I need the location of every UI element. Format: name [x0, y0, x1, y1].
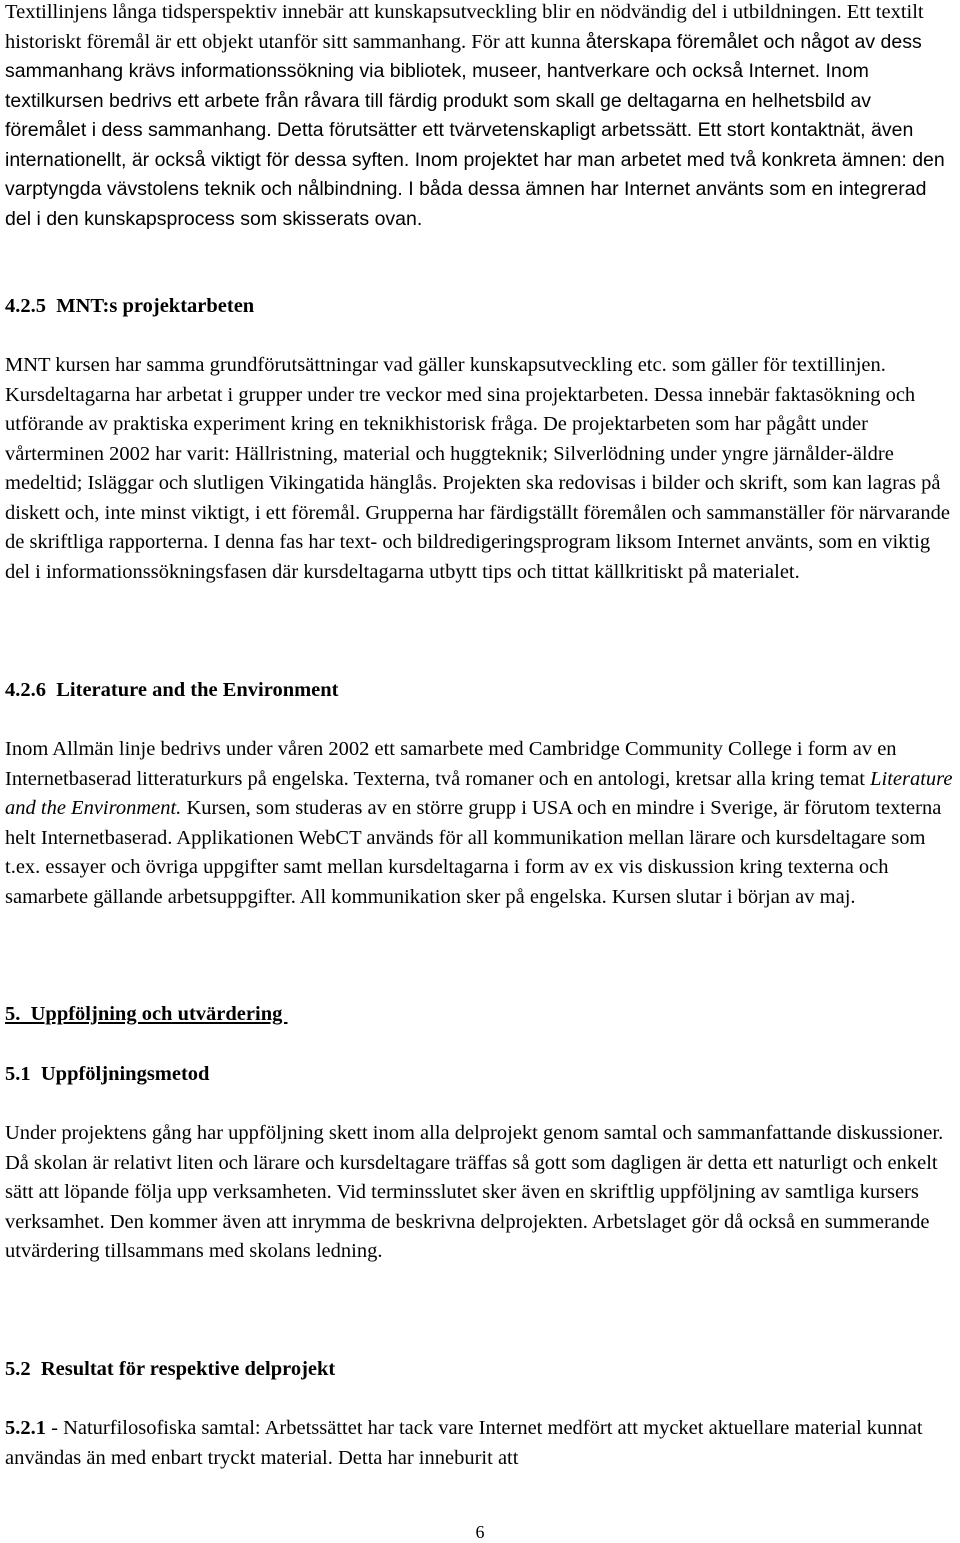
subsection-number: 5.2.1 [5, 1417, 46, 1439]
page-number: 6 [475, 1522, 485, 1542]
literature-text: Inom Allmän linje bedrivs under våren 2002 ett samarbete med Cambridge Community College i form av en Internetbaserad litteraturkurs på engelska. Texterna, två romaner och en antologi, kretsar alla kring temat [5, 738, 897, 790]
textile-text-sans: återskapa föremålet och något av dess sammanhang krävs informationssökning via bibliotek, museer, hantverkare och också Internet. [5, 30, 922, 82]
followup-paragraph: Under projektens gång har uppföljning skett inom alla delprojekt genom samtal och sammanfattande diskussioner. Då skolan är relativt liten och lärare och kursdeltagare träffas så gott som dagligen är detta ett naturligt och enkelt sätt att löpande följa upp verksamheten. Vid terminsslutet sker även en skriftlig uppföljning av samtliga kursers verksamhet. Den kommer även att inrymma de beskrivna delprojekten. Arbetslaget gör då också en summerande utvärdering tillsammans med skolans ledning. [5, 1122, 944, 1262]
textile-paragraph [5, 0, 957, 234]
heading-4-2-5 [5, 292, 957, 322]
literature-paragraph [5, 735, 957, 912]
heading-number: 5.1 [5, 1063, 31, 1085]
textile-text-sans-2: Inom textilkursen bedrivs ett arbete från råvara till färdig produkt som skall ge deltagarna en helhetsbild av föremålet i dess sammanhang. Detta förutsätter ett tvärvetenskapligt arbetssätt. [5, 60, 872, 141]
heading-number: 4.2.6 [5, 679, 46, 701]
heading-title: MNT:s projektarbeten [56, 295, 255, 317]
textile-text-sans-3: Ett stort kontaktnät, även internationellt, är också viktigt för dessa syften. [5, 119, 914, 171]
textile-text-sans-4: Inom projektet har man arbetet med två konkreta ämnen: den varptyngda vävstolens teknik och nålbindning. I båda dessa ämnen har Internet använts som en integrerad del i den kunskapsprocess som skisserats ovan. [5, 148, 945, 230]
literature-italic-title: Literature and the Environment. [5, 767, 953, 819]
heading-number: 5.2 [5, 1358, 31, 1380]
textile-text-serif: Textillinjens långa tidsperspektiv innebär att kunskapsutveckling blir en nödvändig del i utbildningen. Ett textilt historiskt föremål är ett objekt utanför sitt sammanhang. För att kunna [5, 1, 924, 53]
heading-title: Uppföljningsmetod [40, 1063, 210, 1085]
mnt-paragraph: MNT kursen har samma grundförutsättningar vad gäller kunskapsutveckling etc. som gäller för textillinjen. Kursdeltagarna har arbetat i grupper under tre veckor med sina projektarbeten. Dessa innebär faktasökning och utförande av praktiska experiment kring en teknikhistorisk fråga. De projektarbeten som har pågått under vårterminen 2002 har varit: Hällristning, material och huggteknik; Silverlödning under yngre järnålder-äldre medeltid; Isläggar och slutligen Vikingatida hänglås. Projekten ska redovisas i bilder och skrift, som kan lagras på diskett och, inte minst viktigt, i ett föremål. Grupperna har färdigställt föremålen och sammanställer för närvarande de skriftliga rapporterna. I denna fas har text- och bildredigeringsprogram liksom Internet använts, som en viktig del i informationssökningsfasen där kursdeltagarna utbytt tips och tittat källkritiskt på materialet. [5, 354, 950, 583]
literature-text-2: Kursen, som studeras av en större grupp i USA och en mindre i Sverige, är förutom texterna helt Internetbaserad. Applikationen WebCT används för all kommunikation mellan lärare och kursdeltagare som t.ex. essayer och övriga uppgifter samt mellan kursdeltagarna i form av ex vis diskussion kring texterna och samarbete gällande arbetsuppgifter. All kommunikation sker på engelska. Kursen slutar i början av maj. [5, 797, 942, 908]
heading-5-2 [5, 1355, 957, 1385]
heading-5 [5, 1000, 957, 1030]
heading-5-1 [5, 1060, 957, 1090]
result-text: - Naturfilosofiska samtal: Arbetssättet har tack vare Internet medfört att mycket aktuellare material kunnat användas än med enbart tryckt material. Detta har inneburit att [5, 1417, 923, 1469]
heading-4-2-6 [5, 676, 957, 706]
heading-number: 4.2.5 [5, 295, 46, 317]
heading-5-text: 5. Uppföljning och utvärdering [5, 1003, 288, 1025]
result-paragraph [5, 1414, 957, 1473]
heading-title: Resultat för respektive delprojekt [40, 1358, 336, 1380]
heading-title: Literature and the Environment [56, 679, 339, 701]
